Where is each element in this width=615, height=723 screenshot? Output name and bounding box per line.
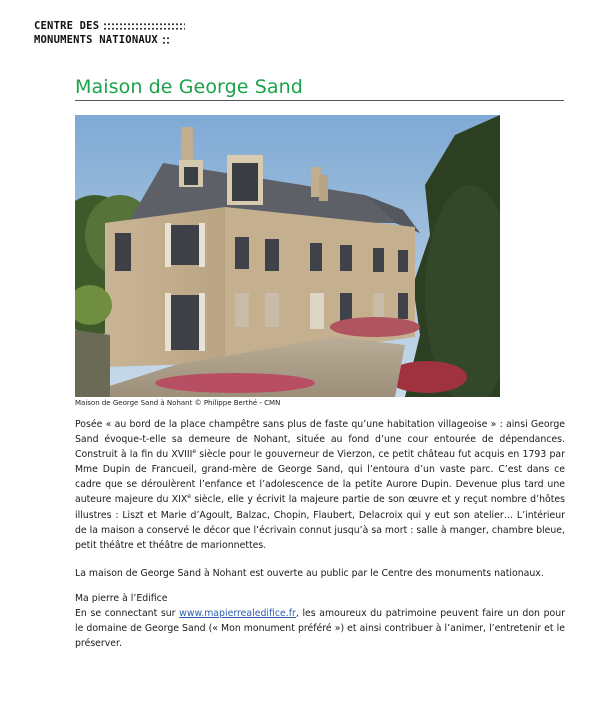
opening-info-text: La maison de George Sand à Nohant est ouverte au public par le Centre des monuments nationaux. xyxy=(75,568,544,579)
logo-dots-decoration xyxy=(162,36,171,45)
donation-text-end: , les amoureux du patrimoine peuvent faire un don pour le domaine de George Sand (« Mon monument préféré ») et ainsi contribuer à l’animer, l’entretenir et le préserver. xyxy=(75,608,566,650)
logo-line-2: MONUMENTS NATIONAUX xyxy=(34,34,158,46)
article-paragraph-2 xyxy=(75,566,565,581)
donation-text-start: En se connectant sur xyxy=(75,608,180,620)
superscript-e: e xyxy=(192,448,197,456)
paragraph-1-part-1: Posée « au bord de la place champêtre sans plus de faste qu’une habitation villageoise » : ainsi George Sand évoque-t-elle sa demeure de Nohant, située au fond d’une cour entourée de dépendances. Construit à la fin du XVIII xyxy=(75,419,565,461)
page-title: Maison de George Sand xyxy=(75,76,303,98)
photo-caption: Maison de George Sand à Nohant © Philippe Berthé - CMN xyxy=(75,399,281,407)
paragraph-1-part-3: siècle, elle y écrivit la majeure partie de son œuvre et y reçut nombre d’hôtes illustres : Liszt et Marie d’Agoult, Balzac, Chopin, Flaubert, Delacroix qui y eut son atelier… L’intérieur de la maison a conservé le décor que l’écrivain connut jusqu’à sa mort : salle à manger, chambre bleue, petit théâtre et théâtre de marionnettes. xyxy=(75,494,565,551)
paragraph-1-part-2: siècle pour le gouverneur de Vierzon, ce petit château fut acquis en 1793 par Mme Dupin de Francueil, grand-mère de George Sand, qui l’entoura d’un vaste parc. C’est dans ce cadre que se déroulèrent l’enfance et l’adolescence de la petite Aurore Dupin. Devenue plus tard une auteure majeure du XIX xyxy=(75,449,565,506)
article-paragraph-1 xyxy=(75,417,565,553)
cmn-logo xyxy=(34,19,194,49)
article-paragraph-3 xyxy=(75,591,565,651)
title-divider xyxy=(75,100,564,101)
logo-line-1: CENTRE DES xyxy=(34,20,100,32)
house-photo xyxy=(75,115,500,397)
donation-heading: Ma pierre à l’Edifice xyxy=(75,593,168,604)
mapierrealedifice-link[interactable]: www.mapierrealedifice.fr xyxy=(179,608,296,620)
logo-dots-decoration xyxy=(103,22,185,31)
superscript-e: e xyxy=(187,493,191,501)
